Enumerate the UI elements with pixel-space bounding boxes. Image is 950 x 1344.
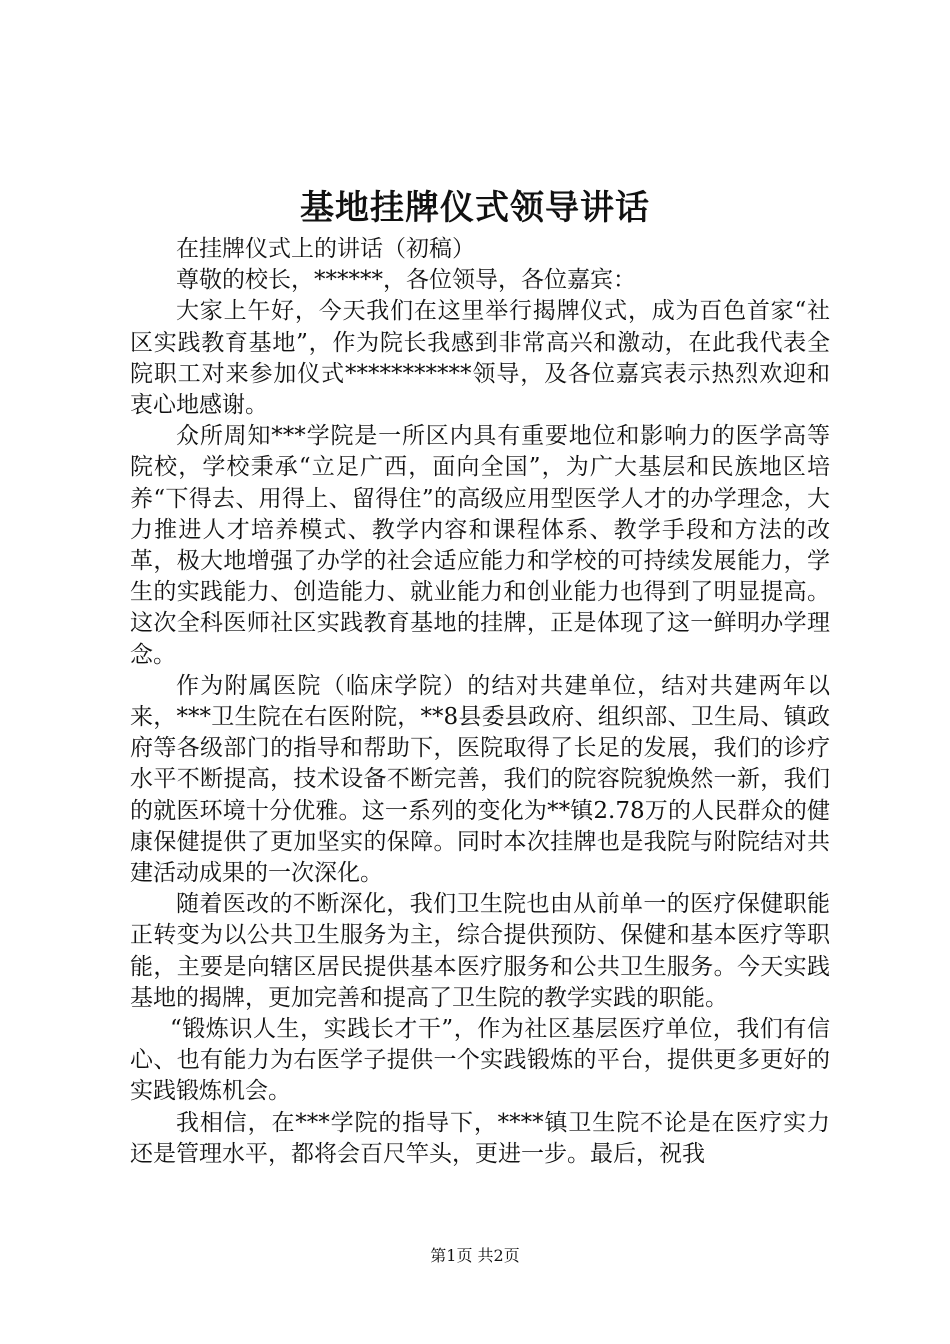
document-title: 基地挂牌仪式领导讲话 bbox=[300, 188, 650, 228]
paragraph-motto: “锻炼识人生，实践长才干”，作为社区基层医疗单位，我们有信心、也有能力为右医学子提供一个实践锻炼的平台，提供更多更好的实践锻炼机会。 bbox=[130, 1016, 830, 1105]
paragraph-draft-label: 在挂牌仪式上的讲话（初稿） bbox=[176, 236, 475, 262]
paragraph-partnership: 作为附属医院（临床学院）的结对共建单位，结对共建两年以来，***卫生院在右医附院，**8县委县政府、组织部、卫生局、镇政府等各级部门的指导和帮助下，医院取得了长足的发展，我们的诊疗水平不断提高，技术设备不断完善，我们的院容院貌焕然一新，我们的就医环境十分优雅。这一系列的变化为**镇2.78万的人民群众的健康保健提供了更加坚实的保障。同时本次挂牌也是我院与附院结对共建活动成果的一次深化。 bbox=[130, 672, 830, 887]
paragraph-closing: 我相信，在***学院的指导下，****镇卫生院不论是在医疗实力还是管理水平，都将会百尺竿头，更进一步。最后，祝我 bbox=[130, 1109, 830, 1167]
document-body bbox=[130, 234, 830, 1170]
paragraph-opening: 大家上午好，今天我们在这里举行揭牌仪式，成为百色首家“社区实践教育基地”，作为院长我感到非常高兴和激动，在此我代表全院职工对来参加仪式***********领导，及各位嘉宾表示热烈欢迎和衷心地感谢。 bbox=[130, 298, 830, 419]
page-number: 第1页 共2页 bbox=[430, 1246, 520, 1265]
paragraph-reform: 随着医改的不断深化，我们卫生院也由从前单一的医疗保健职能正转变为以公共卫生服务为主，综合提供预防、保健和基本医疗等职能，主要是向辖区居民提供基本医疗服务和公共卫生服务。今天实践基地的揭牌，更加完善和提高了卫生院的教学实践的职能。 bbox=[130, 891, 830, 1011]
paragraph-salutation: 尊敬的校长，******，各位领导，各位嘉宾： bbox=[176, 267, 636, 294]
paragraph-college-intro: 众所周知***学院是一所区内具有重要地位和影响力的医学高等院校，学校秉承“立足广西，面向全国”，为广大基层和民族地区培养“下得去、用得上、留得住”的高级应用型医学人才的办学理念，大力推进人才培养模式、教学内容和课程体系、教学手段和方法的改革，极大地增强了办学的社会适应能力和学校的可持续发展能力，学生的实践能力、创造能力、就业能力和创业能力也得到了明显提高。这次全科医师社区实践教育基地的挂牌，正是体现了这一鲜明办学理念。 bbox=[130, 423, 830, 668]
